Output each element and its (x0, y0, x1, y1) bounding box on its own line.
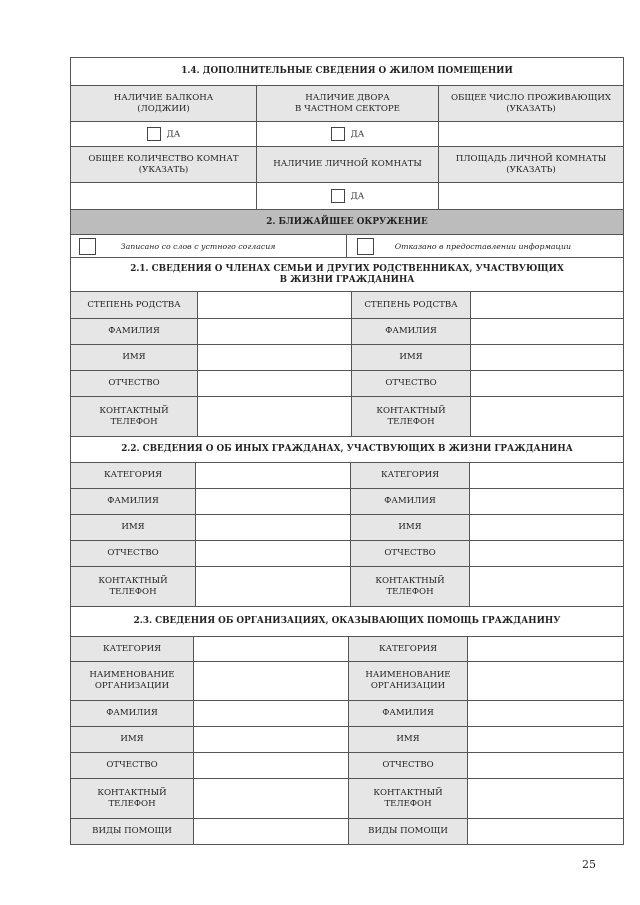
relation-input-left[interactable] (198, 292, 352, 319)
surname-input-left[interactable] (198, 319, 352, 345)
org-name-person-label-right: ИМЯ (349, 727, 468, 753)
phone-input-left[interactable] (198, 397, 352, 437)
oral-consent-checkbox[interactable] (79, 238, 96, 255)
help-type-input-left[interactable] (194, 819, 349, 845)
org-category-label-left: КАТЕГОРИЯ (71, 637, 194, 662)
org-name-label-right: НАИМЕНОВАНИЕ ОРГАНИЗАЦИИ (349, 662, 468, 701)
rooms-label: ОБЩЕЕ КОЛИЧЕСТВО КОМНАТ (УКАЗАТЬ) (71, 147, 257, 183)
name-input-left[interactable] (198, 345, 352, 371)
name-input-right[interactable] (471, 345, 624, 371)
org-phone-label-right: КОНТАКТНЫЙ ТЕЛЕФОН (349, 779, 468, 819)
relation-label-right: СТЕПЕНЬ РОДСТВА (352, 292, 471, 319)
org-category-label-right: КАТЕГОРИЯ (349, 637, 468, 662)
section-1-4-table (70, 57, 624, 210)
section-2-title: 2. БЛИЖАЙШЕЕ ОКРУЖЕНИЕ (71, 210, 624, 235)
surname-input-right[interactable] (471, 319, 624, 345)
refused-cell (347, 235, 624, 258)
own-area-input[interactable] (439, 183, 624, 210)
oral-consent-cell (71, 235, 347, 258)
org-name-label-left: НАИМЕНОВАНИЕ ОРГАНИЗАЦИИ (71, 662, 194, 701)
org-patronymic-label-left: ОТЧЕСТВО (71, 753, 194, 779)
help-type-input-right[interactable] (468, 819, 624, 845)
own-room-checkbox[interactable] (331, 189, 345, 203)
section-2-3-table (70, 636, 624, 845)
name-label-left: ИМЯ (71, 345, 198, 371)
other-name-input-left[interactable] (196, 515, 351, 541)
phone-label-left: КОНТАКТНЫЙ ТЕЛЕФОН (71, 397, 198, 437)
other-patronymic-label-right: ОТЧЕСТВО (351, 541, 470, 567)
patronymic-input-right[interactable] (471, 371, 624, 397)
other-phone-label-left: КОНТАКТНЫЙ ТЕЛЕФОН (71, 567, 196, 607)
section-2-2-title: 2.2. СВЕДЕНИЯ О ОБ ИНЫХ ГРАЖДАНАХ, УЧАСТВУЮЩИХ В ЖИЗНИ ГРАЖДАНИНА (71, 437, 624, 463)
rooms-input[interactable] (71, 183, 257, 210)
page-number: 25 (582, 858, 596, 871)
residents-label: ОБЩЕЕ ЧИСЛО ПРОЖИВАЮЩИХ (УКАЗАТЬ) (439, 86, 624, 122)
org-patronymic-label-right: ОТЧЕСТВО (349, 753, 468, 779)
patronymic-label-left: ОТЧЕСТВО (71, 371, 198, 397)
other-surname-label-right: ФАМИЛИЯ (351, 489, 470, 515)
refused-label: Отказано в предоставлении информации (394, 241, 572, 251)
org-category-input-right[interactable] (468, 637, 624, 662)
yard-checkbox[interactable] (331, 127, 345, 141)
other-patronymic-input-right[interactable] (470, 541, 624, 567)
section-2-1-table (70, 291, 624, 463)
org-name-input-right[interactable] (468, 662, 624, 701)
own-room-yes-label: ДА (350, 191, 365, 202)
category-input-left[interactable] (196, 463, 351, 489)
name-label-right: ИМЯ (352, 345, 471, 371)
other-surname-label-left: ФАМИЛИЯ (71, 489, 196, 515)
org-phone-input-right[interactable] (468, 779, 624, 819)
other-surname-input-right[interactable] (470, 489, 624, 515)
org-name-input-left[interactable] (194, 662, 349, 701)
org-name-person-input-right[interactable] (468, 727, 624, 753)
patronymic-label-right: ОТЧЕСТВО (352, 371, 471, 397)
balcony-checkbox[interactable] (147, 127, 161, 141)
org-name-person-input-left[interactable] (194, 727, 349, 753)
help-type-label-left: ВИДЫ ПОМОЩИ (71, 819, 194, 845)
org-patronymic-input-right[interactable] (468, 753, 624, 779)
section-2-table (70, 209, 624, 292)
org-patronymic-input-left[interactable] (194, 753, 349, 779)
own-room-label: НАЛИЧИЕ ЛИЧНОЙ КОМНАТЫ (257, 147, 439, 183)
own-area-label: ПЛОЩАДЬ ЛИЧНОЙ КОМНАТЫ (УКАЗАТЬ) (439, 147, 624, 183)
org-surname-label-left: ФАМИЛИЯ (71, 701, 194, 727)
section-2-2-table (70, 462, 624, 637)
other-name-label-left: ИМЯ (71, 515, 196, 541)
org-name-person-label-left: ИМЯ (71, 727, 194, 753)
oral-consent-label: Записано со слов с устного согласия (120, 241, 276, 251)
relation-input-right[interactable] (471, 292, 624, 319)
yard-yes-cell (257, 122, 439, 147)
org-category-input-left[interactable] (194, 637, 349, 662)
yard-label: НАЛИЧИЕ ДВОРА В ЧАСТНОМ СЕКТОРЕ (257, 86, 439, 122)
form-sheet (70, 57, 623, 845)
residents-input[interactable] (439, 122, 624, 147)
category-label-left: КАТЕГОРИЯ (71, 463, 196, 489)
surname-label-left: ФАМИЛИЯ (71, 319, 198, 345)
section-2-1-title: 2.1. СВЕДЕНИЯ О ЧЛЕНАХ СЕМЬИ И ДРУГИХ РОДСТВЕННИКАХ, УЧАСТВУЮЩИХ В ЖИЗНИ ГРАЖДАНИНА (71, 258, 624, 292)
surname-label-right: ФАМИЛИЯ (352, 319, 471, 345)
org-surname-input-right[interactable] (468, 701, 624, 727)
refused-checkbox[interactable] (357, 238, 374, 255)
help-type-label-right: ВИДЫ ПОМОЩИ (349, 819, 468, 845)
section-1-4-title: 1.4. ДОПОЛНИТЕЛЬНЫЕ СВЕДЕНИЯ О ЖИЛОМ ПОМЕЩЕНИИ (71, 58, 624, 86)
org-surname-input-left[interactable] (194, 701, 349, 727)
other-phone-input-right[interactable] (470, 567, 624, 607)
yard-yes-label: ДА (350, 129, 365, 140)
other-patronymic-input-left[interactable] (196, 541, 351, 567)
other-name-label-right: ИМЯ (351, 515, 470, 541)
own-room-yes-cell (257, 183, 439, 210)
other-phone-label-right: КОНТАКТНЫЙ ТЕЛЕФОН (351, 567, 470, 607)
balcony-label: НАЛИЧИЕ БАЛКОНА (ЛОДЖИИ) (71, 86, 257, 122)
balcony-yes-label: ДА (166, 129, 181, 140)
other-patronymic-label-left: ОТЧЕСТВО (71, 541, 196, 567)
other-surname-input-left[interactable] (196, 489, 351, 515)
other-phone-input-left[interactable] (196, 567, 351, 607)
org-phone-input-left[interactable] (194, 779, 349, 819)
relation-label-left: СТЕПЕНЬ РОДСТВА (71, 292, 198, 319)
phone-input-right[interactable] (471, 397, 624, 437)
other-name-input-right[interactable] (470, 515, 624, 541)
phone-label-right: КОНТАКТНЫЙ ТЕЛЕФОН (352, 397, 471, 437)
org-phone-label-left: КОНТАКТНЫЙ ТЕЛЕФОН (71, 779, 194, 819)
category-input-right[interactable] (470, 463, 624, 489)
patronymic-input-left[interactable] (198, 371, 352, 397)
category-label-right: КАТЕГОРИЯ (351, 463, 470, 489)
org-surname-label-right: ФАМИЛИЯ (349, 701, 468, 727)
section-2-3-title: 2.3. СВЕДЕНИЯ ОБ ОРГАНИЗАЦИЯХ, ОКАЗЫВАЮЩИХ ПОМОЩЬ ГРАЖДАНИНУ (71, 607, 624, 637)
balcony-yes-cell (71, 122, 257, 147)
